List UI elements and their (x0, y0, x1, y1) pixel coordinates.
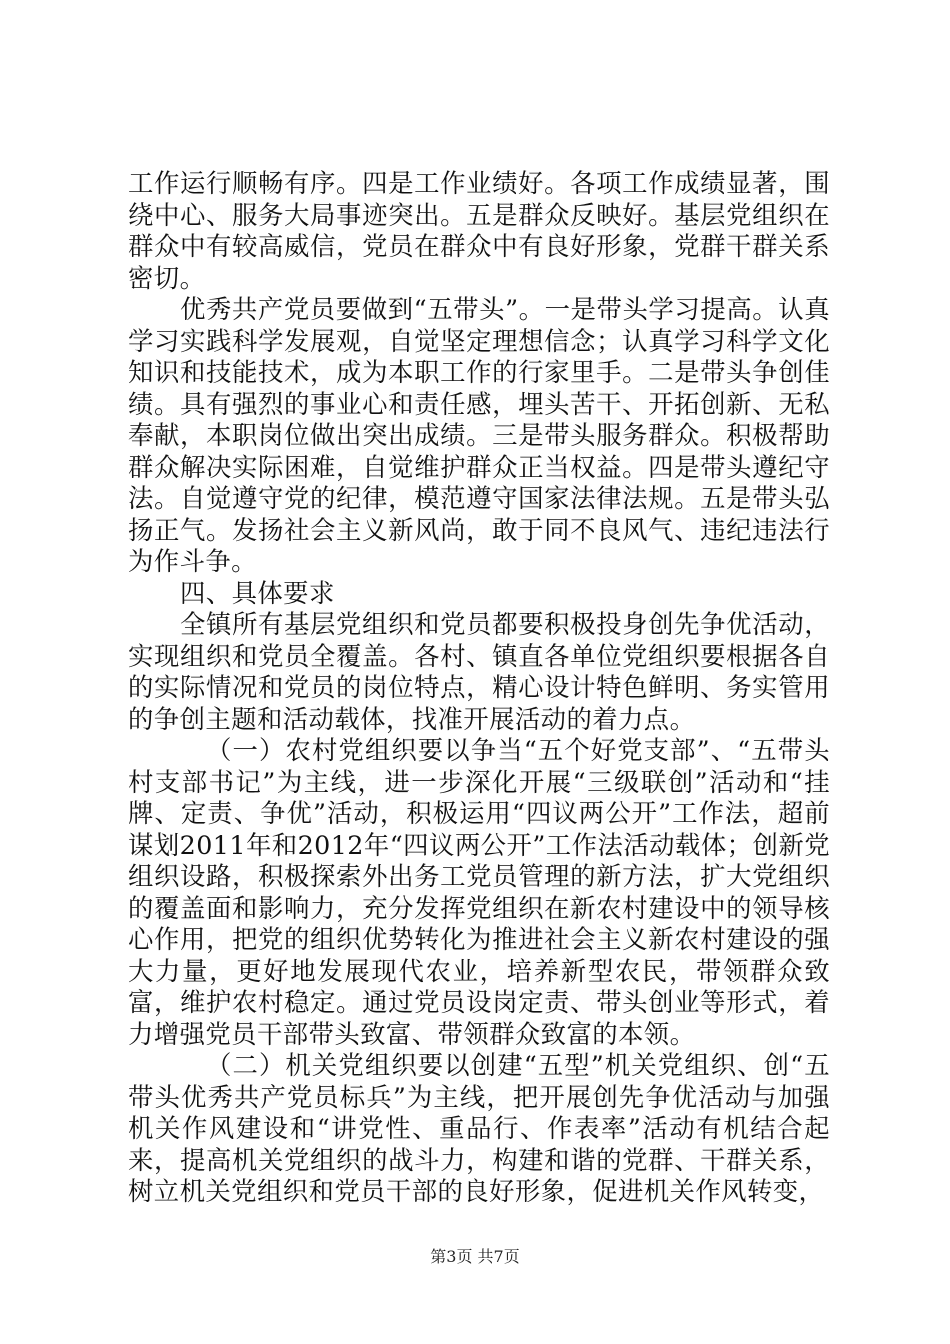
paragraph-five-leads: 优秀共产党员要做到“五带头”。一是带头学习提高。认真学习实践科学发展观，自觉坚定理想信念；认真学习科学文化知识和技能技术，成为本职工作的行家里手。二是带头争创佳绩。具有强烈的事业心和责任感，埋头苦干、开拓创新、无私奉献，本职岗位做出突出成绩。三是带头服务群众。积极帮助群众解决实际困难，自觉维护群众正当权益。四是带头遵纪守法。自觉遵守党的纪律，模范遵守国家法律法规。五是带头弘扬正气。发扬社会主义新风尚，敢于同不良风气、违纪违法行为作斗争。 (128, 294, 830, 576)
paragraph-requirements: 全镇所有基层党组织和党员都要积极投身创先争优活动，实现组织和党员全覆盖。各村、镇直各单位党组织要根据各自的实际情况和党员的岗位特点，精心设计特色鲜明、务实管用的争创主题和活动载体，找准开展活动的着力点。 (128, 609, 830, 734)
paragraph-continuation: 工作运行顺畅有序。四是工作业绩好。各项工作成绩显著，围绕中心、服务大局事迹突出。五是群众反映好。基层党组织在群众中有较高威信，党员在群众中有良好形象，党群干群关系密切。 (128, 168, 830, 293)
page-footer: 第3页 共7页 (430, 1247, 520, 1266)
section-heading: 四、具体要求 (180, 577, 335, 608)
document-body (128, 168, 830, 1208)
paragraph-agency-party: （二）机关党组织要以创建“五型”机关党组织、创“五带头优秀共产党员标兵”为主线，把开展创先争优活动与加强机关作风建设和“讲党性、重品行、作表率”活动有机结合起来，提高机关党组织的战斗力，构建和谐的党群、干群关系，树立机关党组织和党员干部的良好形象，促进机关作风转变， (128, 1050, 830, 1206)
paragraph-rural-party: （一）农村党组织要以争当“五个好党支部”、“五带头村支部书记”为主线，进一步深化开展“三级联创”活动和“挂牌、定责、争优”活动，积极运用“四议两公开”工作法，超前谋划2011年和2012年“四议两公开”工作法活动载体；创新党组织设路，积极探索外出务工党员管理的新方法，扩大党组织的覆盖面和影响力，充分发挥党组织在新农村建设中的领导核心作用，把党的组织优势转化为推进社会主义新农村建设的强大力量，更好地发展现代农业，培养新型农民，带领群众致富，维护农村稳定。通过党员设岗定责、带头创业等形式，着力增强党员干部带头致富、带领群众致富的本领。 (128, 735, 830, 1049)
